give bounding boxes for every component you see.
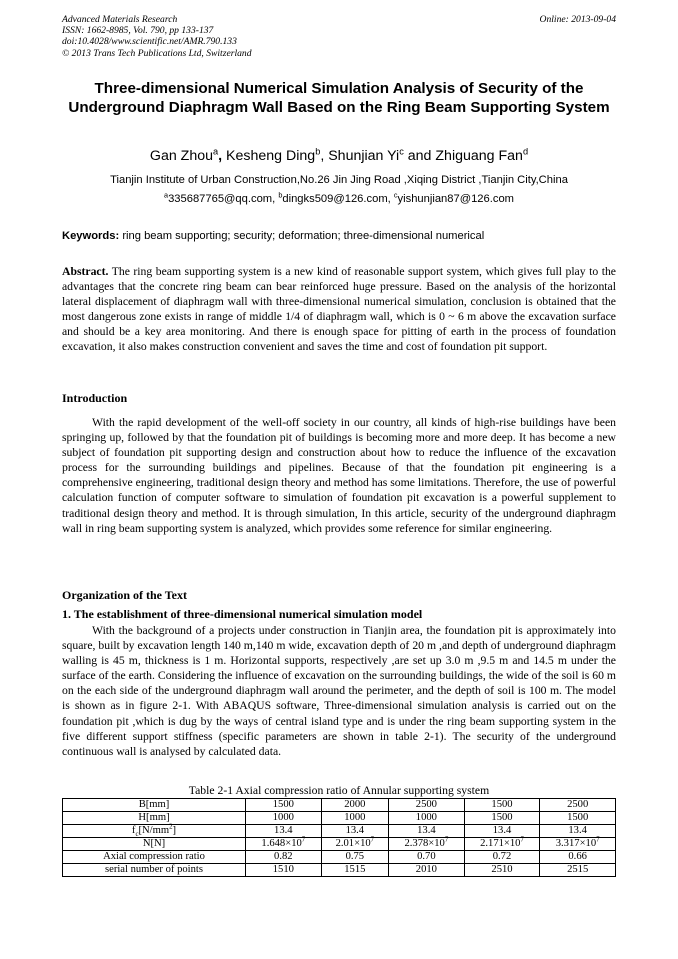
table-cell: 0.82: [246, 851, 322, 864]
email-address: 335687765@qq.com: [168, 193, 273, 205]
row-label: B[mm]: [63, 799, 246, 812]
author-name: Shunjian Yi: [328, 148, 400, 164]
author-mark: a: [213, 146, 219, 157]
table-caption: Table 2-1 Axial compression ratio of Annular supporting system: [188, 784, 490, 797]
table-cell: 1510: [246, 864, 322, 877]
table-row: [63, 864, 616, 877]
table-cell: 2500: [540, 799, 616, 812]
table-cell: $2.378\times 10^7$: [389, 838, 465, 851]
author-list: [62, 147, 616, 165]
email-mark: a: [164, 190, 169, 200]
author-name: Zhiguang Fan: [435, 148, 523, 164]
table-cell: 2510: [464, 864, 540, 877]
parameter-table: [62, 798, 616, 877]
table-cell: 13.4: [321, 825, 388, 838]
table-cell: $2.171\times 10^7$: [464, 838, 540, 851]
row-label: H[mm]: [63, 812, 246, 825]
introduction-paragraph: With the rapid development of the well-off society in our country, all kinds of high-rise buildings have been springing up, followed by that the foundation pit of buildings is becoming more and more deep. It has become a new subject of foundation pit supporting design and construction about how to reduce the influence of the excavation process for the surrounding buildings and pipelines. Because of that the foundation pit engineering is a comprehensive engineering, traditional design theory and method has some limitations. Therefore, the use of powerful calculation function of computer software to simulation of foundation pit excavation is a powerful supplement to traditional design theory and method. It is through simulation, In this article, security of the underground diaphragm wall in ring beam supporting system is analyzed, which provides some reference for similar engineering.: [62, 416, 616, 535]
journal-issn: ISSN: 1662-8985, Vol. 790, pp 133-137: [62, 25, 214, 37]
table-cell: 0.70: [389, 851, 465, 864]
table-cell: 1000: [246, 812, 322, 825]
keywords-text: ring beam supporting; security; deformation; three-dimensional numerical: [122, 230, 485, 242]
table-row: [63, 812, 616, 825]
table-row: [63, 851, 616, 864]
table-cell: 0.75: [321, 851, 388, 864]
row-label: serial number of points: [63, 864, 246, 877]
email-list: $^a$335687765@qq.com, $^b$dingks509@126.com, $^c$yishunjian87@126.com: [164, 190, 514, 205]
email-mark: c: [393, 190, 398, 200]
author-mark: b: [315, 146, 321, 157]
table-cell: 2010: [389, 864, 465, 877]
abstract-label: Abstract.: [62, 265, 109, 278]
table-cell: 1500: [540, 812, 616, 825]
table-cell: 1500: [464, 812, 540, 825]
email-address: yishunjian87@126.com: [397, 193, 514, 205]
table-cell: 1000: [389, 812, 465, 825]
journal-copyright: © 2013 Trans Tech Publications Ltd, Switzerland: [62, 47, 252, 59]
journal-name: Advanced Materials Research: [62, 14, 178, 25]
row-label: Axial compression ratio: [63, 851, 246, 864]
table-row: [63, 799, 616, 812]
affiliation: Tianjin Institute of Urban Construction,No.26 Jin Jing Road ,Xiqing District ,Tianjin City,China: [110, 174, 568, 186]
table-cell: 1500: [464, 799, 540, 812]
table-cell: $2.01\times 10^7$: [321, 838, 388, 851]
author-mark: c: [399, 146, 404, 157]
email-address: dingks509@126.com: [282, 193, 388, 205]
author-separator: ,: [320, 148, 329, 164]
table-cell: 13.4: [246, 825, 322, 838]
journal-doi: doi:10.4028/www.scientific.net/AMR.790.133: [62, 36, 237, 48]
table-cell: $3.317\times 10^7$: [540, 838, 616, 851]
section-heading-organization: Organization of the Text: [62, 588, 187, 602]
table-cell: 2000: [321, 799, 388, 812]
paper-title: Three-dimensional Numerical Simulation Analysis of Security of the Underground Diaphragm Wall Based on the Ring Beam Supporting System: [68, 80, 610, 116]
table-cell: 13.4: [389, 825, 465, 838]
author-separator: ,: [218, 148, 227, 164]
author-and: and: [403, 148, 436, 164]
table-cell: 2515: [540, 864, 616, 877]
table-cell: 13.4: [540, 825, 616, 838]
subsection-paragraph: With the background of a projects under construction in Tianjin area, the foundation pit is approximately into square, built by excavation length 140 m,140 m wide, excavation depth of 20 m ,and depth of underground diaphragm walling is 45 m, thickness is 1 m. Horizontal supports, respectively ,are set up 3.0 m ,9.5 m and 14.5 m under the surface of the earth. Considering the influence of excavation on the surrounding buildings, the wide of the soil is 60 m on the each side of the underground diaphragm wall around the perimeter, and the depth of soil is 100 m. The model is shown as in figure 2-1. With ABAQUS software, Three-dimensional simulation analysis is carried out on the foundation pit ,which is dug by the ways of central island type and is under the ring beam supporting system in the five different support stiffness (specific parameters are shown in table 2-1). The security of the underground continuous wall is analysed by calculated data.: [62, 624, 616, 758]
table-cell: 0.66: [540, 851, 616, 864]
author-name: Gan Zhou: [149, 148, 214, 164]
abstract-text: The ring beam supporting system is a new kind of reasonable support system, which gives full play to the advantages that the concrete ring beam can bear reinforced huge pressure. Based on the analysis of the horizontal lateral displacement of diaphragm wall with three-dimensional numerical simulation, conclusion is obtained that the most dangerous zone exists in range of middle 1/4 of diaphragm wall, which is 0 ~ 6 m above the excavation surface and should be a key area monitoring. And there is enough space for pitting of earth in the process of foundation excavation, it also makes construction convenient and saves the time and cost of foundation pit support.: [62, 265, 616, 354]
table-cell: 1000: [321, 812, 388, 825]
email-mark: b: [278, 190, 283, 200]
subsection-heading: 1. The establishment of three-dimensional numerical simulation model: [62, 607, 423, 621]
author-name: Kesheng Ding: [226, 148, 316, 164]
table-cell: 1515: [321, 864, 388, 877]
author-mark: d: [522, 146, 529, 157]
keywords-label: Keywords:: [62, 230, 120, 242]
row-label: $f_c[N/mm^2]$: [63, 825, 246, 838]
journal-header: [62, 14, 252, 59]
section-heading-introduction: Introduction: [62, 391, 128, 405]
table-cell: 13.4: [464, 825, 540, 838]
table-cell: 2500: [389, 799, 465, 812]
table-row: [63, 838, 616, 851]
online-date: Online: 2013-09-04: [539, 14, 616, 25]
table-cell: $1.648\times 10^7$: [246, 838, 322, 851]
row-label: N[N]: [63, 838, 246, 851]
abstract: [62, 264, 616, 355]
table-cell: 1500: [246, 799, 322, 812]
keywords: [62, 229, 616, 243]
table-row: [63, 825, 616, 838]
table-cell: 0.72: [464, 851, 540, 864]
